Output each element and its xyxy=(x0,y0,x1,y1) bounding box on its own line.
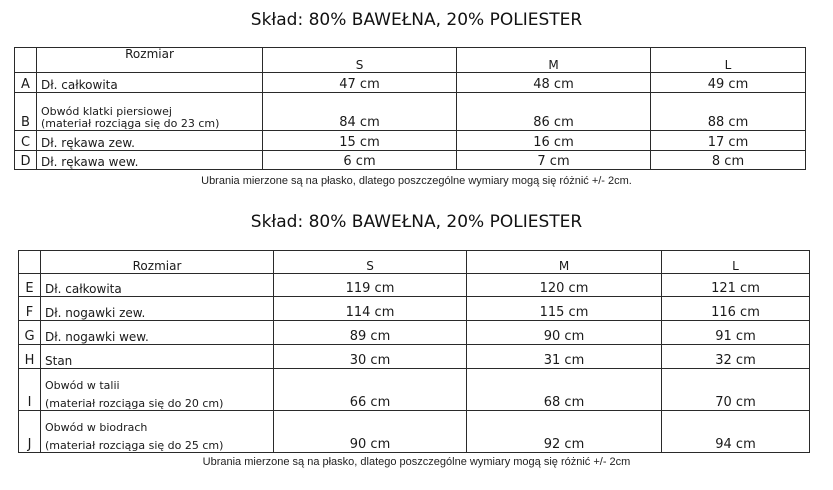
value-l: 94 cm xyxy=(662,411,810,453)
value-m: 7 cm xyxy=(457,151,651,170)
size-table-top xyxy=(14,47,806,170)
row-letter: F xyxy=(19,297,41,321)
value-m: 68 cm xyxy=(467,369,662,411)
row-label: Obwód w biodrach xyxy=(45,420,148,434)
size-table-bottom xyxy=(18,250,810,453)
measurement-note-bottom: Ubrania mierzone są na płasko, dlatego poszczególne wymiary mogą się różnić +/- 2cm xyxy=(202,456,631,468)
value-l: 88 cm xyxy=(651,93,806,131)
row-label: Obwód w talii xyxy=(45,378,120,392)
value-s: 66 cm xyxy=(274,369,467,411)
value-m: 31 cm xyxy=(467,345,662,369)
value-l: 116 cm xyxy=(662,297,810,321)
header-letter-cell xyxy=(15,48,37,73)
row-label: Dł. nogawki wew. xyxy=(41,321,274,345)
table-row xyxy=(15,131,806,151)
value-s: 90 cm xyxy=(274,411,467,453)
table-header-row xyxy=(15,48,806,73)
header-size-m: M xyxy=(457,48,651,73)
header-size-s: S xyxy=(263,48,457,73)
row-label: Obwód klatki piersiowej xyxy=(41,104,172,118)
value-s: 114 cm xyxy=(274,297,467,321)
row-letter: J xyxy=(19,411,41,453)
row-label-cell xyxy=(37,93,263,131)
table-row xyxy=(19,321,810,345)
header-size-m: M xyxy=(467,251,662,274)
row-letter: E xyxy=(19,274,41,297)
header-size-label: Rozmiar xyxy=(41,251,274,274)
table-row xyxy=(15,93,806,131)
value-s: 30 cm xyxy=(274,345,467,369)
table-row xyxy=(19,411,810,453)
composition-title-bottom: Skład: 80% BAWEŁNA, 20% POLIESTER xyxy=(250,212,583,232)
header-size-s: S xyxy=(274,251,467,274)
row-letter: G xyxy=(19,321,41,345)
value-l: 8 cm xyxy=(651,151,806,170)
table-row xyxy=(19,369,810,411)
value-l: 121 cm xyxy=(662,274,810,297)
value-s: 6 cm xyxy=(263,151,457,170)
row-label: Dł. rękawa zew. xyxy=(37,131,263,151)
row-letter: D xyxy=(15,151,37,170)
value-s: 15 cm xyxy=(263,131,457,151)
header-size-l: L xyxy=(651,48,806,73)
row-sublabel: (materiał rozciąga się do 20 cm) xyxy=(45,396,224,410)
row-label: Dł. całkowita xyxy=(37,73,263,93)
value-s: 47 cm xyxy=(263,73,457,93)
value-m: 48 cm xyxy=(457,73,651,93)
value-l: 32 cm xyxy=(662,345,810,369)
value-m: 92 cm xyxy=(467,411,662,453)
row-letter: I xyxy=(19,369,41,411)
composition-title-top: Skład: 80% BAWEŁNA, 20% POLIESTER xyxy=(250,10,583,30)
value-m: 16 cm xyxy=(457,131,651,151)
table-row xyxy=(19,345,810,369)
value-l: 91 cm xyxy=(662,321,810,345)
row-label: Dł. nogawki zew. xyxy=(41,297,274,321)
row-sublabel: (materiał rozciąga się do 23 cm) xyxy=(41,116,220,130)
header-size-label: Rozmiar xyxy=(37,48,263,73)
value-s: 84 cm xyxy=(263,93,457,131)
value-l: 49 cm xyxy=(651,73,806,93)
value-l: 70 cm xyxy=(662,369,810,411)
row-sublabel: (materiał rozciąga się do 25 cm) xyxy=(45,438,224,452)
row-letter: C xyxy=(15,131,37,151)
value-s: 119 cm xyxy=(274,274,467,297)
header-size-l: L xyxy=(662,251,810,274)
value-m: 86 cm xyxy=(457,93,651,131)
table-row xyxy=(19,274,810,297)
value-l: 17 cm xyxy=(651,131,806,151)
value-m: 115 cm xyxy=(467,297,662,321)
measurement-note-top: Ubrania mierzone są na płasko, dlatego poszczególne wymiary mogą się różnić +/- 2cm. xyxy=(201,175,632,187)
value-m: 90 cm xyxy=(467,321,662,345)
row-letter: A xyxy=(15,73,37,93)
row-letter: H xyxy=(19,345,41,369)
table-row xyxy=(19,297,810,321)
row-label: Dł. całkowita xyxy=(41,274,274,297)
value-s: 89 cm xyxy=(274,321,467,345)
value-m: 120 cm xyxy=(467,274,662,297)
row-label: Stan xyxy=(41,345,274,369)
table-row xyxy=(15,73,806,93)
table-row xyxy=(15,151,806,170)
table-header-row xyxy=(19,251,810,274)
row-label: Dł. rękawa wew. xyxy=(37,151,263,170)
header-letter-cell xyxy=(19,251,41,274)
row-label-cell xyxy=(41,411,274,453)
row-label-cell xyxy=(41,369,274,411)
row-letter: B xyxy=(15,93,37,131)
